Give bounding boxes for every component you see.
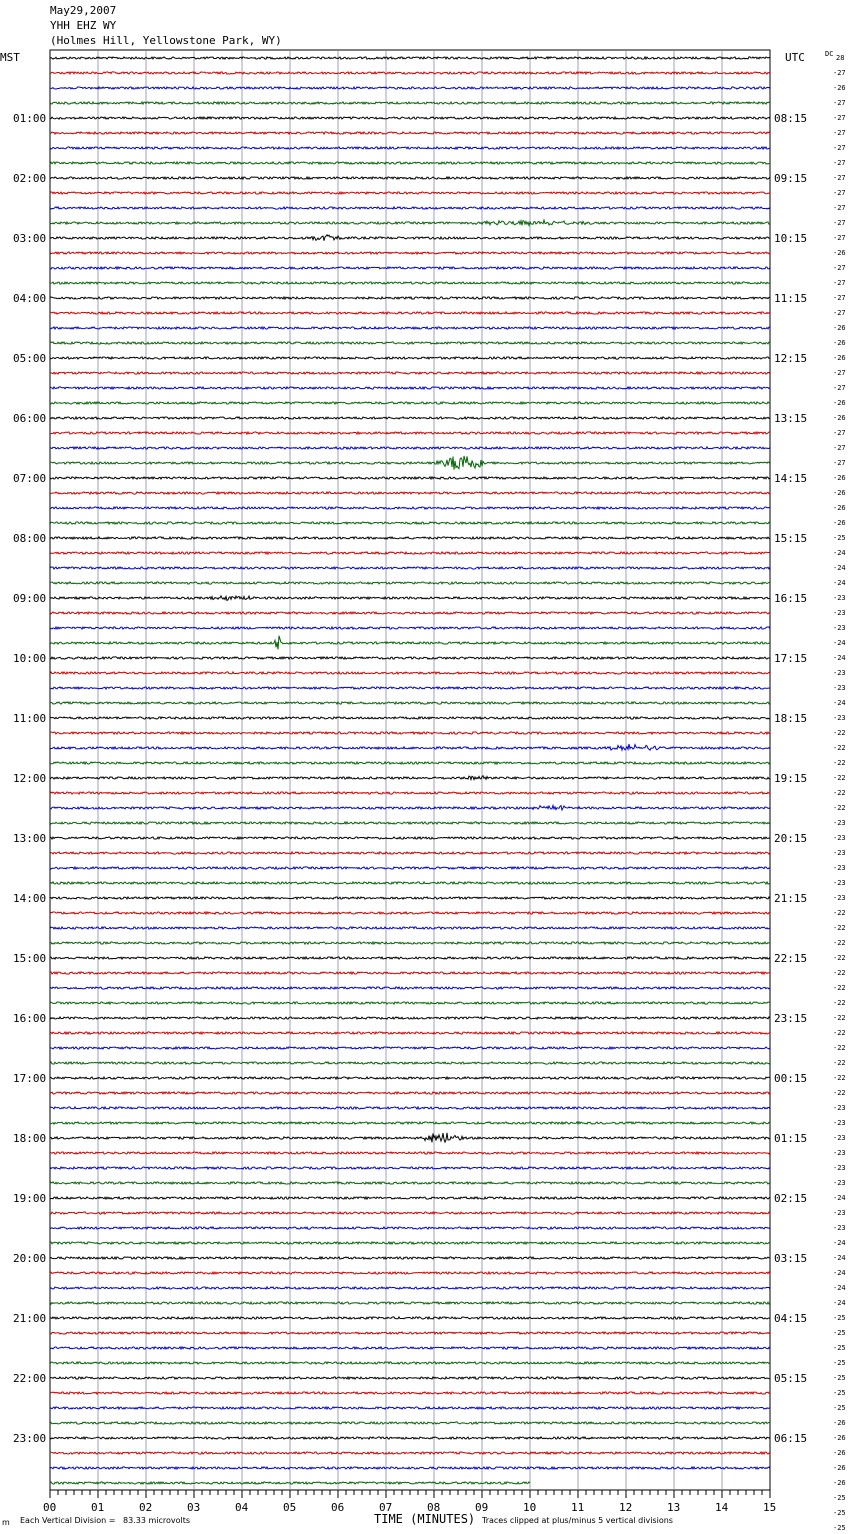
dc-offset-label: -23 [833,624,846,632]
trace-78 [50,1227,770,1229]
x-tick-label: 11 [571,1501,585,1514]
trace-28 [50,477,770,479]
trace-30 [50,507,770,509]
trace-49 [50,792,770,794]
trace-58 [50,927,770,929]
trace-91 [50,1422,770,1424]
dc-offset-label: -24 [833,1284,846,1292]
trace-23 [50,402,770,404]
mst-hour-label: 18:00 [13,1132,47,1145]
dc-offset-label: -23 [833,1224,846,1232]
utc-hour-label: 10:15 [774,232,808,245]
utc-hour-label: 00:15 [774,1072,808,1085]
utc-hour-label: 21:15 [774,892,808,905]
mst-hour-label: 03:00 [13,232,47,245]
trace-73 [50,1152,770,1154]
dc-offset-label: -26 [833,249,846,257]
x-tick-label: 13 [667,1501,681,1514]
trace-92 [50,1437,770,1439]
trace-81 [50,1272,770,1274]
mst-hour-label: 04:00 [13,292,47,305]
dc-offset-label: -23 [833,834,846,842]
trace-83 [50,1302,770,1304]
utc-hour-label: 11:15 [774,292,808,305]
trace-13 [50,252,770,254]
dc-offset-label: -26 [833,1479,846,1487]
dc-offset-label: -22 [833,1014,846,1022]
utc-hour-label: 15:15 [774,532,808,545]
trace-62 [50,987,770,989]
dc-offset-label: -23 [833,849,846,857]
dc-offset-label: -23 [833,1164,846,1172]
trace-47 [50,762,770,764]
trace-39 [50,636,770,650]
dc-offset-label: -22 [833,969,846,977]
dc-offset-label: -27 [833,294,846,302]
dc-offset-label: -23 [833,714,846,722]
trace-55 [50,882,770,884]
dc-offset-label: -22 [833,1059,846,1067]
mst-hour-label: 22:00 [13,1372,47,1385]
dc-offset-label: -26 [833,324,846,332]
dc-offset-label: -27 [833,369,846,377]
dc-offset-label: -24 [833,1239,846,1247]
dc-offset-label: -24 [833,1254,846,1262]
trace-54 [50,867,770,869]
dc-offset-label: -27 [833,69,846,77]
mst-axis-title: MST [0,51,20,64]
trace-12 [50,235,770,241]
trace-3 [50,102,770,104]
dc-offset-label: -27 [833,444,846,452]
dc-offset-label: -22 [833,939,846,947]
dc-offset-label: -25 [833,1344,846,1352]
dc-offset-label: -24 [833,1194,846,1202]
dc-offset-label: -24 [833,1299,846,1307]
trace-69 [50,1092,770,1094]
trace-41 [50,672,770,674]
trace-20 [50,357,770,359]
dc-offset-label: -25 [833,1524,846,1532]
dc-offset-label: -25 [833,1359,846,1367]
trace-42 [50,687,770,689]
utc-hour-label: 01:15 [774,1132,808,1145]
trace-61 [50,972,770,974]
dc-offset-label: -27 [833,234,846,242]
utc-hour-label: 02:15 [774,1192,808,1205]
trace-50 [50,805,770,810]
dc-offset-label: -27 [833,174,846,182]
trace-11 [50,220,770,225]
trace-9 [50,192,770,194]
dc-offset-label: -24 [833,564,846,572]
utc-hour-label: 20:15 [774,832,808,845]
trace-29 [50,492,770,494]
trace-17 [50,312,770,314]
mst-hour-label: 05:00 [13,352,47,365]
utc-hour-label: 08:15 [774,112,808,125]
mst-hour-label: 23:00 [13,1432,47,1445]
trace-group [50,57,770,1484]
trace-24 [50,417,770,419]
dc-offset-label: -23 [833,1179,846,1187]
trace-70 [50,1107,770,1109]
utc-hour-label: 13:15 [774,412,808,425]
trace-0 [50,57,770,59]
dc-offset-label: 28 [836,54,845,62]
mst-hour-label: 17:00 [13,1072,47,1085]
trace-36 [50,596,770,601]
header-date: May29,2007 [50,4,117,17]
x-tick-label: 09 [475,1501,489,1514]
trace-31 [50,522,770,524]
dc-offset-label: -27 [833,144,846,152]
dc-offset-label: -23 [833,879,846,887]
dc-offset-label: -22 [833,1029,846,1037]
dc-offset-label: -27 [833,159,846,167]
dc-offset-label: -27 [833,189,846,197]
dc-offset-label: -25 [833,1404,846,1412]
dc-offset-label: -26 [833,354,846,362]
trace-84 [50,1317,770,1319]
dc-axis-title: DC [825,50,834,58]
trace-63 [50,1002,770,1004]
dc-offset-label: -23 [833,1134,846,1142]
dc-offset-label: -24 [833,654,846,662]
header-location: (Holmes Hill, Yellowstone Park, WY) [50,34,282,47]
dc-offset-label: -23 [833,819,846,827]
dc-offset-label: -27 [833,459,846,467]
dc-offset-label: -25 [833,1374,846,1382]
x-tick-label: 05 [283,1501,297,1514]
trace-44 [50,717,770,719]
dc-offset-label: -23 [833,1119,846,1127]
dc-offset-label: -22 [833,759,846,767]
dc-offset-label: -22 [833,984,846,992]
trace-37 [50,612,770,614]
trace-48 [50,776,770,780]
dc-offset-label: -26 [833,1434,846,1442]
mst-hour-label: 02:00 [13,172,47,185]
trace-25 [50,432,770,434]
dc-offset-label: -27 [833,114,846,122]
dc-offset-label: -25 [833,1389,846,1397]
utc-hour-label: 06:15 [774,1432,808,1445]
x-tick-label: 03 [187,1501,201,1514]
x-tick-label: 12 [619,1501,633,1514]
trace-19 [50,342,770,344]
mst-hour-label: 12:00 [13,772,47,785]
trace-27 [50,456,770,470]
x-axis-title: TIME (MINUTES) [374,1512,476,1526]
trace-45 [50,732,770,734]
trace-59 [50,942,770,944]
dc-offset-label: -26 [833,489,846,497]
mst-hour-label: 01:00 [13,112,47,125]
utc-hour-label: 09:15 [774,172,808,185]
dc-offset-label: -22 [833,954,846,962]
utc-hour-label: 23:15 [774,1012,808,1025]
dc-offset-label: -26 [833,1449,846,1457]
dc-offset-label: -22 [833,774,846,782]
mst-hour-label: 20:00 [13,1252,47,1265]
mst-hour-label: 16:00 [13,1012,47,1025]
trace-64 [50,1017,770,1019]
dc-offset-label: -22 [833,744,846,752]
trace-71 [50,1122,770,1124]
trace-51 [50,822,770,824]
trace-94 [50,1467,770,1469]
x-tick-label: 07 [379,1501,393,1514]
mst-hour-label: 13:00 [13,832,47,845]
dc-offset-label: -23 [833,1104,846,1112]
trace-8 [50,177,770,179]
trace-38 [50,627,770,629]
mst-hour-label: 09:00 [13,592,47,605]
trace-32 [50,537,770,539]
trace-88 [50,1377,770,1379]
x-tick-label: 00 [43,1501,57,1514]
dc-offset-label: -26 [833,519,846,527]
trace-2 [50,87,770,89]
dc-offset-label: -22 [833,1044,846,1052]
dc-offset-label: -26 [833,339,846,347]
dc-offset-label: -27 [833,279,846,287]
trace-6 [50,147,770,149]
row-labels [13,54,846,1534]
dc-offset-label: -22 [833,909,846,917]
dc-offset-label: -26 [833,504,846,512]
x-tick-label: 06 [331,1501,345,1514]
mst-hour-label: 08:00 [13,532,47,545]
mst-hour-label: 07:00 [13,472,47,485]
trace-14 [50,267,770,269]
dc-offset-label: -26 [833,399,846,407]
trace-86 [50,1347,770,1349]
trace-1 [50,72,770,74]
x-axis [43,1490,776,1514]
mst-hour-label: 06:00 [13,412,47,425]
trace-77 [50,1212,770,1214]
dc-offset-label: -25 [833,1494,846,1502]
trace-75 [50,1182,770,1184]
trace-16 [50,297,770,299]
utc-hour-label: 04:15 [774,1312,808,1325]
trace-35 [50,582,770,584]
x-tick-label: 02 [139,1501,153,1514]
dc-offset-label: -26 [833,414,846,422]
trace-89 [50,1392,770,1394]
dc-offset-label: -23 [833,1209,846,1217]
mst-hour-label: 21:00 [13,1312,47,1325]
dc-offset-label: -24 [833,549,846,557]
footer-clip: Traces clipped at plus/minus 5 vertical divisions [482,1516,673,1525]
dc-offset-label: -27 [833,219,846,227]
trace-7 [50,162,770,164]
trace-52 [50,837,770,839]
trace-67 [50,1062,770,1064]
dc-offset-label: -22 [833,1089,846,1097]
dc-offset-label: -27 [833,204,846,212]
utc-hour-label: 22:15 [774,952,808,965]
dc-offset-label: -27 [833,129,846,137]
trace-26 [50,447,770,449]
dc-offset-label: -27 [833,99,846,107]
trace-87 [50,1362,770,1364]
trace-22 [50,387,770,389]
trace-53 [50,852,770,854]
dc-offset-label: -22 [833,1074,846,1082]
dc-offset-label: -22 [833,789,846,797]
utc-hour-label: 05:15 [774,1372,808,1385]
utc-hour-label: 19:15 [774,772,808,785]
mst-hour-label: 11:00 [13,712,47,725]
x-tick-label: 14 [715,1501,729,1514]
trace-60 [50,957,770,959]
x-tick-label: 04 [235,1501,249,1514]
dc-offset-label: -23 [833,864,846,872]
trace-80 [50,1257,770,1259]
trace-18 [50,327,770,329]
trace-65 [50,1032,770,1034]
dc-offset-label: -23 [833,609,846,617]
trace-57 [50,912,770,914]
trace-66 [50,1047,770,1049]
mst-hour-label: 14:00 [13,892,47,905]
utc-hour-label: 14:15 [774,472,808,485]
dc-offset-label: -22 [833,804,846,812]
dc-offset-label: -22 [833,999,846,1007]
utc-axis-title: UTC [785,51,805,64]
trace-79 [50,1242,770,1244]
trace-76 [50,1197,770,1199]
dc-offset-label: -24 [833,579,846,587]
dc-offset-label: -27 [833,429,846,437]
footer-mark: m [2,1518,10,1527]
trace-33 [50,552,770,554]
trace-72 [50,1133,770,1143]
dc-offset-label: -25 [833,1329,846,1337]
utc-hour-label: 12:15 [774,352,808,365]
x-tick-label: 01 [91,1501,105,1514]
dc-offset-label: -27 [833,264,846,272]
dc-offset-label: -23 [833,669,846,677]
trace-56 [50,897,770,899]
dc-offset-label: -22 [833,924,846,932]
utc-hour-label: 03:15 [774,1252,808,1265]
trace-40 [50,657,770,659]
utc-hour-label: 16:15 [774,592,808,605]
trace-74 [50,1167,770,1169]
dc-offset-label: -26 [833,474,846,482]
dc-offset-label: -24 [833,699,846,707]
dc-offset-label: -26 [833,1464,846,1472]
x-tick-label: 15 [763,1501,777,1514]
x-tick-label: 08 [427,1501,441,1514]
trace-68 [50,1077,770,1079]
trace-90 [50,1407,770,1409]
utc-hour-label: 17:15 [774,652,808,665]
dc-offset-label: -25 [833,534,846,542]
utc-hour-label: 18:15 [774,712,808,725]
mst-hour-label: 10:00 [13,652,47,665]
trace-10 [50,207,770,209]
dc-offset-label: -23 [833,684,846,692]
dc-offset-label: -22 [833,729,846,737]
header-station: YHH EHZ WY [50,19,117,32]
trace-93 [50,1452,770,1454]
trace-82 [50,1287,770,1289]
dc-offset-label: -23 [833,594,846,602]
x-tick-label: 10 [523,1501,537,1514]
dc-offset-label: -25 [833,1314,846,1322]
footer-scale: Each Vertical Division = 83.33 microvolts [20,1516,191,1525]
trace-43 [50,702,770,704]
trace-4 [50,117,770,119]
dc-offset-label: -23 [833,1149,846,1157]
trace-5 [50,132,770,134]
dc-offset-label: -24 [833,1269,846,1277]
dc-offset-label: -27 [833,384,846,392]
mst-hour-label: 19:00 [13,1192,47,1205]
trace-15 [50,282,770,284]
dc-offset-label: -23 [833,894,846,902]
trace-21 [50,372,770,374]
trace-85 [50,1332,770,1334]
dc-offset-label: -25 [833,1509,846,1517]
trace-46 [50,744,770,750]
dc-offset-label: -26 [833,84,846,92]
mst-hour-label: 15:00 [13,952,47,965]
trace-34 [50,567,770,569]
dc-offset-label: -26 [833,1419,846,1427]
dc-offset-label: -24 [833,639,846,647]
dc-offset-label: -27 [833,309,846,317]
